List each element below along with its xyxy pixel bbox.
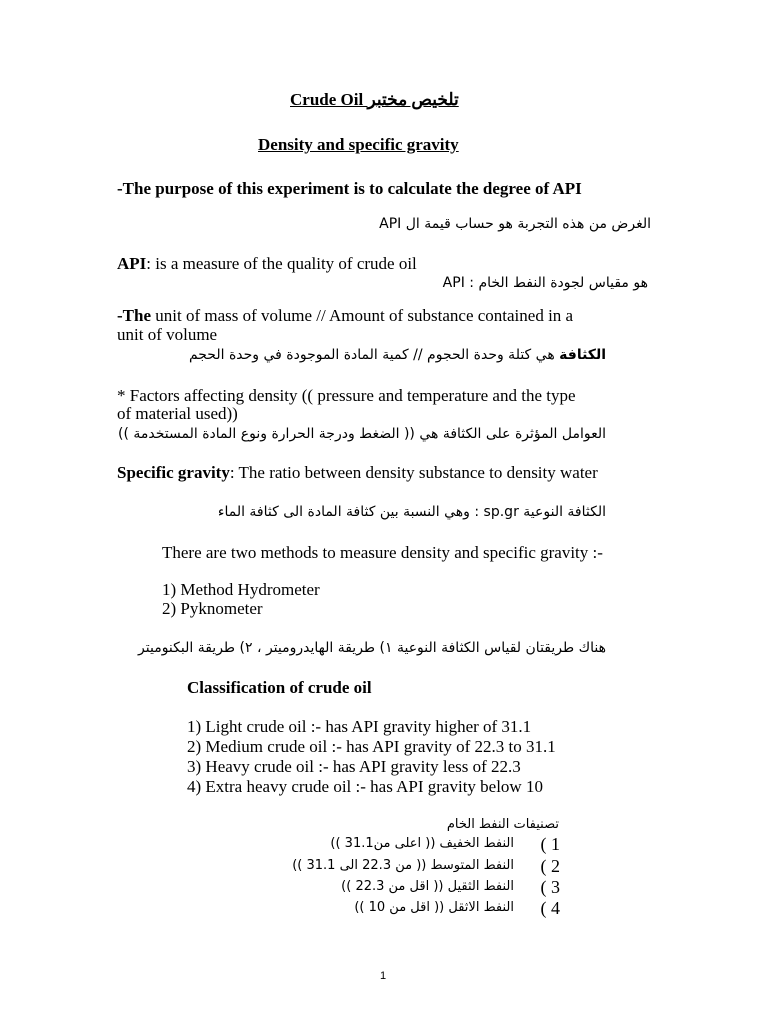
page-title: Crude Oil تلخيص مختبر (290, 90, 459, 109)
methods-arabic: هناك طريقتان لقياس الكثافة النوعية ١) طريقة الهايدروميتر ، ٢) طريقة البكنوميتر (138, 640, 606, 656)
classification-arabic-number: 2 ) (540, 856, 560, 876)
factors-line1: * Factors affecting density (( pressure and temperature and the type (117, 386, 576, 405)
classification-arabic-number: 1 ) (540, 834, 560, 854)
density-text: unit of mass of volume // Amount of substance contained in a (151, 306, 574, 325)
density-arabic (189, 345, 606, 365)
specific-gravity-term: Specific gravity (117, 463, 230, 482)
specific-gravity-text: : The ratio between density substance to density water (229, 463, 598, 482)
method-item: 1) Method Hydrometer (162, 580, 320, 599)
classification-arabic-title: تصنيفات النفط الخام (446, 817, 559, 832)
factors-arabic: العوامل المؤثرة على الكثافة هي (( الضغط ودرجة الحرارة ونوع المادة المستخدمة )) (118, 426, 606, 442)
purpose-arabic: الغرض من هذه التجربة هو حساب قيمة ال API (379, 216, 651, 232)
classification-item: 4) Extra heavy crude oil :- has API gravity below 10 (187, 777, 543, 796)
section-title: Density and specific gravity (258, 135, 459, 154)
density-arabic-bold: الكثافة (559, 347, 606, 363)
methods-intro: There are two methods to measure density and specific gravity :- (162, 543, 603, 562)
density-definition-line1 (117, 306, 573, 326)
density-arabic-text: هي كتلة وحدة الحجوم // كمية المادة الموجودة في وحدة الحجم (188, 347, 560, 363)
api-definition-text: : is a measure of the quality of crude oil (146, 254, 417, 273)
purpose-text: -The purpose of this experiment is to calculate the degree of API (117, 179, 582, 198)
classification-item: 3) Heavy crude oil :- has API gravity less of 22.3 (187, 757, 521, 776)
api-definition-arabic: API : هو مقياس لجودة النفط الخام (442, 275, 648, 291)
classification-arabic-text: النفط الاثقل (( اقل من 10 )) (354, 900, 514, 915)
classification-arabic-text: النفط الخفيف (( اعلى من31.1 )) (330, 836, 514, 851)
api-definition (117, 254, 417, 274)
classification-arabic-text: النفط الثقيل (( اقل من 22.3 )) (341, 879, 514, 894)
method-item: 2) Pyknometer (162, 599, 263, 618)
page-number: 1 (380, 970, 387, 982)
specific-gravity-definition (117, 463, 598, 483)
classification-item: 2) Medium crude oil :- has API gravity of 22.3 to 31.1 (187, 737, 556, 756)
density-bold-prefix: -The (117, 306, 151, 325)
classification-title: Classification of crude oil (187, 678, 372, 697)
classification-arabic-number: 3 ) (540, 877, 560, 897)
classification-arabic-number: 4 ) (540, 898, 560, 918)
density-definition-line2: unit of volume (117, 325, 218, 344)
classification-arabic-text: النفط المتوسط (( من 22.3 الى 31.1 )) (292, 858, 514, 873)
specific-gravity-arabic: الكثافة النوعية sp.gr : وهي النسبة بين كثافة المادة الى كثافة الماء (217, 504, 606, 520)
factors-line2: of material used)) (117, 404, 238, 423)
classification-item: 1) Light crude oil :- has API gravity higher of 31.1 (187, 717, 532, 736)
api-term: API (117, 254, 147, 273)
